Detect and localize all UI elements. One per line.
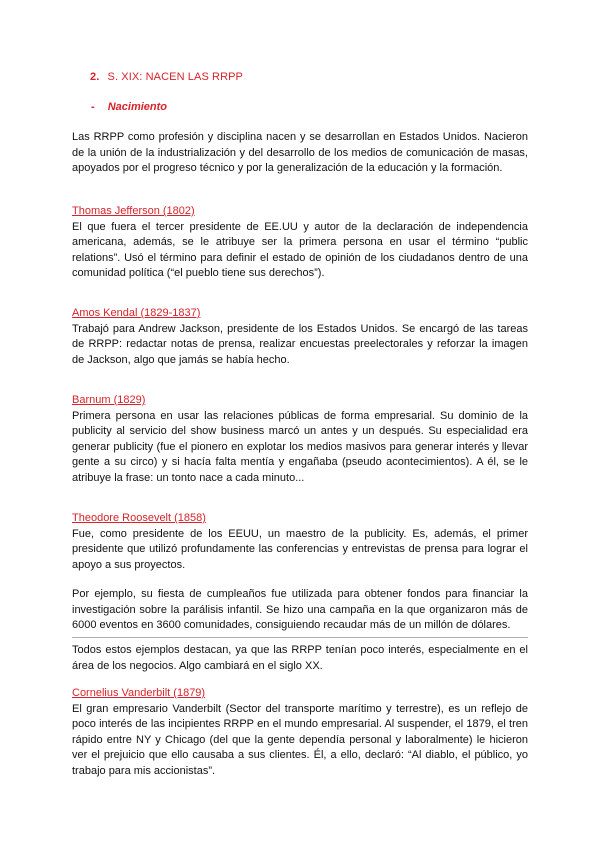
kendal-paragraph: Trabajó para Andrew Jackson, presidente de los Estados Unidos. Se encargó de las tareas de RRPP: redactar notas de prensa, realizar encuestas preelectorales y reforzar la imagen de Jackson, algo que jamás se había hecho.	[72, 322, 528, 366]
jefferson-title: Thomas Jefferson (1802)	[72, 205, 195, 217]
section-title: S. XIX: NACEN LAS RRPP	[107, 71, 243, 83]
subheading-text: Nacimiento	[107, 101, 168, 113]
roosevelt-section	[72, 511, 528, 634]
jefferson-section	[72, 204, 528, 282]
vanderbilt-paragraph: El gran empresario Vanderbilt (Sector del transporte marítimo y terrestre), es un reflejo de poco interés de las incipientes RRPP en el mundo empresarial. Al suspender, el 1879, el tren rápido entre NY y Chicago (del que la gente dependía personal y laboralmente) le hicieron ver el prejuicio que ello causaba a sus clientes. Él, a ello, declaró: “Al diablo, el público, yo trabajo para mis accionistas”.	[72, 702, 528, 777]
roosevelt-title: Theodore Roosevelt (1858)	[72, 512, 206, 524]
summary-paragraph: Todos estos ejemplos destacan, ya que las RRPP tenían poco interés, especialmente en el área de los negocios. Algo cambiará en el siglo XX.	[72, 644, 528, 672]
roosevelt-paragraph-2: Por ejemplo, su fiesta de cumpleaños fue utilizada para obtener fondos para financiar la investigación sobre la parálisis infantil. Se hizo una campaña en la que organizaron más de 6000 eventos en 3600 comunidades, consiguiendo recaudar más de un millón de dólares.	[72, 588, 528, 631]
bullet-dash: -	[91, 101, 95, 113]
section-heading	[90, 71, 243, 83]
section-number: 2.	[90, 71, 100, 83]
vanderbilt-section	[72, 686, 528, 779]
vanderbilt-title: Cornelius Vanderbilt (1879)	[72, 687, 206, 699]
roosevelt-paragraph-1: Fue, como presidente de los EEUU, un maestro de la publicity. Es, además, el primer presidente que utilizó profundamente las conferencias y entrevistas de prensa para lograr el apoyo a sus proyectos.	[72, 527, 528, 571]
jefferson-paragraph: El que fuera el tercer presidente de EE.UU y autor de la declaración de independencia americana, además, se le atribuye ser la primera persona en usar el término “public relations”. Usó el término para definir el estado de opinión de los ciudadanos dentro de una comunidad política (“el pueblo tiene sus derechos”).	[72, 220, 528, 279]
kendal-title: Amos Kendal (1829-1837)	[72, 307, 201, 319]
barnum-title: Barnum (1829)	[72, 394, 146, 406]
subheading	[91, 101, 167, 113]
kendal-section	[72, 306, 528, 368]
horizontal-rule	[72, 637, 528, 638]
intro-paragraph: Las RRPP como profesión y disciplina nacen y se desarrollan en Estados Unidos. Nacieron de la unión de la industrialización y del desarrollo de los medios de comunicación de masas, apoyados por el progreso técnico y por la generalización de la educación y la formación.	[72, 131, 528, 174]
barnum-paragraph: Primera persona en usar las relaciones públicas de forma empresarial. Su dominio de la publicity al servicio del show business marcó un antes y un después. Su especialidad era generar publicity (fue el pionero en explotar los medios masivos para generar interés y llevar gente a su circo) y si hacía falta mentía y engañaba (pseudo acontecimientos). A él, se le atribuye la frase: un tonto nace a cada minuto...	[72, 409, 528, 484]
barnum-section	[72, 393, 528, 486]
